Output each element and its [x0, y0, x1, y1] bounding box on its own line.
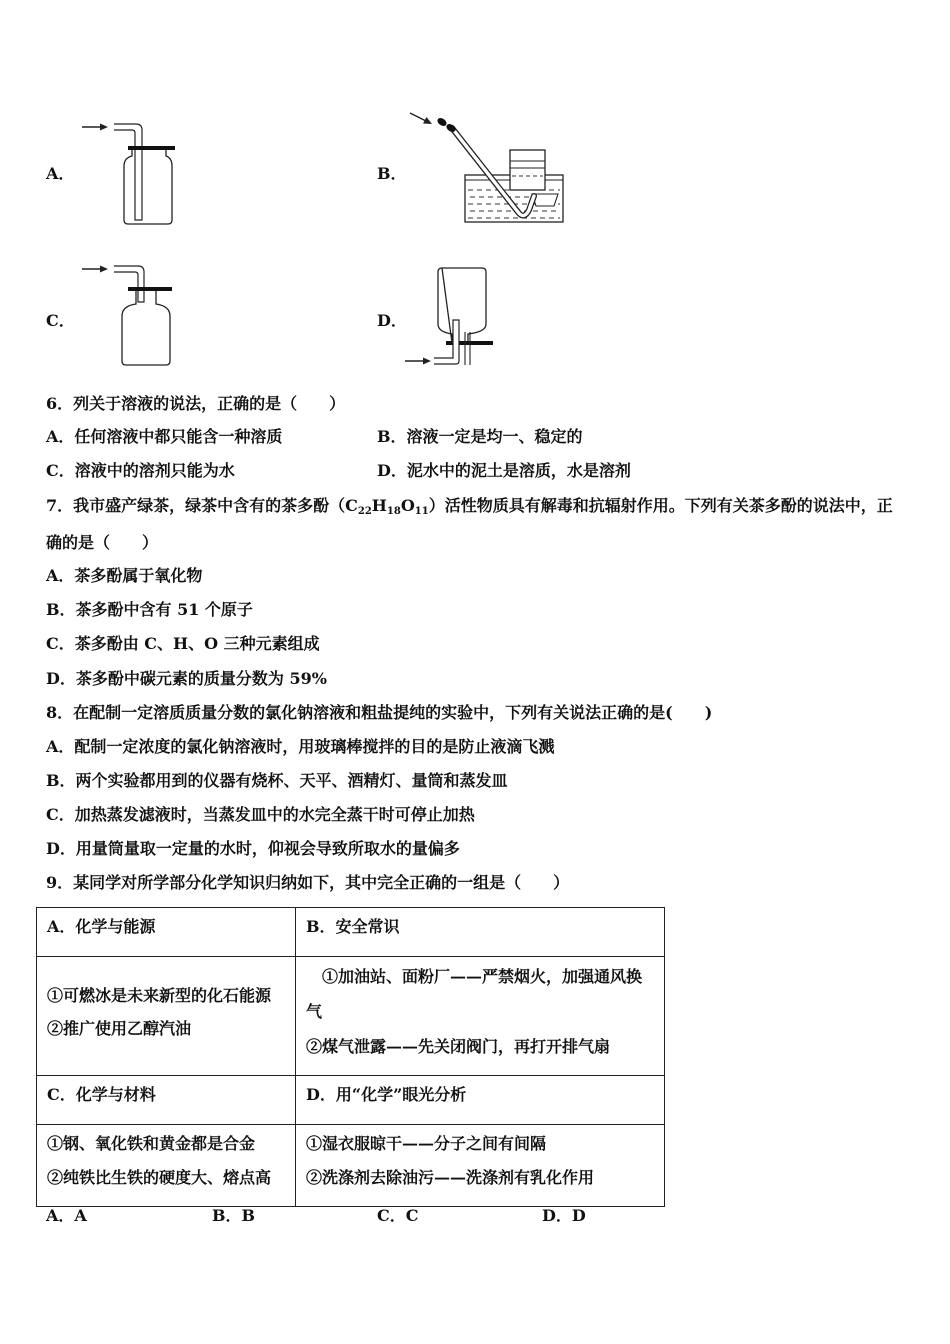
q9-option-a: A．A [46, 1206, 87, 1225]
cell-d-title [296, 1076, 665, 1125]
q9-knowledge-table [36, 907, 665, 1207]
cell-d-title-text: D．用“化学”眼光分析 [306, 1085, 467, 1104]
cell-b-title-text: B．安全常识 [306, 917, 400, 936]
q6-option-c: C．溶液中的溶剂只能为水 [46, 461, 235, 480]
rubber-stopper [128, 146, 175, 150]
q9-option-b: B．B [212, 1206, 256, 1225]
cell-a-lines [47, 957, 295, 1045]
cell-a-title [37, 908, 296, 957]
cell-d-line-2: ②洗涤剂去除油污——洗涤剂有乳化作用 [306, 1168, 595, 1187]
apparatus-label-a: A． [46, 164, 75, 183]
collecting-bottle [510, 150, 545, 190]
cell-a-title-text: A．化学与能源 [47, 917, 156, 936]
formula-o-sub: 11 [414, 506, 429, 517]
cell-b-title [296, 908, 665, 957]
table-row [37, 1076, 665, 1125]
rubber-connector [436, 116, 457, 133]
cell-b-content [296, 957, 665, 1076]
cell-b-line-1: ①加油站、面粉厂——严禁烟火，加强通风换 [322, 967, 643, 986]
q7-stem-post: ）活性物质具有解毒和抗辐射作用。下列有关茶多酚的说法中，正 [428, 496, 893, 515]
water-trough-collection-icon [402, 106, 568, 228]
inlet-arrow [410, 113, 432, 124]
q6-option-d: D．泥水中的泥土是溶质，水是溶剂 [377, 461, 631, 480]
formula-o: O [400, 496, 415, 515]
formula-h-sub: 18 [386, 506, 401, 517]
glass-tube [114, 266, 144, 302]
q8-option-d: D．用量筒量取一定量的水时，仰视会导致所取水的量偏多 [46, 839, 460, 858]
cell-b-lines [306, 957, 664, 1064]
q7-stem-line1 [46, 495, 893, 517]
bottle-body [124, 150, 172, 224]
cell-d-line-1: ①湿衣服晾干——分子之间有间隔 [306, 1134, 547, 1153]
q8-option-b: B．两个实验都用到的仪器有烧杯、天平、酒精灯、量筒和蒸发皿 [46, 771, 508, 790]
formula-c: C [345, 496, 358, 515]
table-row [37, 908, 665, 957]
q7-option-b: B．茶多酚中含有 51 个原子 [46, 600, 253, 619]
formula-c-sub: 22 [357, 506, 372, 517]
q7-option-c: C．茶多酚由 C、H、O 三种元素组成 [46, 634, 320, 653]
cell-c-line-2: ②纯铁比生铁的硬度大、熔点高 [47, 1168, 272, 1187]
cell-a-line-1: ①可燃冰是未来新型的化石能源 [47, 986, 272, 1005]
cell-c-title [37, 1076, 296, 1125]
cell-b-line-3: ②煤气泄露——先关闭阀门，再打开排气扇 [306, 1037, 611, 1056]
cell-c-content [37, 1125, 296, 1207]
table-row [37, 957, 665, 1076]
q9-option-c: C．C [377, 1206, 419, 1225]
cell-d-content [296, 1125, 665, 1207]
q7-option-a: A．茶多酚属于氧化物 [46, 566, 203, 585]
inverted-bottle-bottom-inlet-icon [402, 262, 502, 370]
rubber-stopper [128, 287, 172, 291]
q6-option-a: A．任何溶液中都只能含一种溶质 [46, 427, 283, 446]
q7-option-d: D．茶多酚中碳元素的质量分数为 59% [46, 669, 327, 688]
q9-option-d: D．D [542, 1206, 586, 1225]
inlet-arrow [405, 358, 431, 365]
bottle-body [438, 268, 486, 343]
glass-tube [114, 124, 142, 220]
apparatus-label-d: D． [377, 311, 407, 330]
cell-a-content [37, 957, 296, 1076]
gas-bottle-long-inlet-icon [78, 116, 178, 228]
bottle-body [122, 291, 170, 365]
q8-option-c: C．加热蒸发滤液时，当蒸发皿中的水完全蒸干时可停止加热 [46, 805, 475, 824]
gas-bottle-short-inlet-icon [78, 258, 178, 370]
inlet-arrow [82, 266, 108, 273]
q8-option-a: A．配制一定浓度的氯化钠溶液时，用玻璃棒搅拌的目的是防止液滴飞溅 [46, 737, 555, 756]
q6-option-b: B．溶液一定是均一、稳定的 [377, 427, 583, 446]
q7-stem-line2: 确的是（ ） [46, 533, 159, 552]
apparatus-label-c: C． [46, 311, 75, 330]
q8-stem: 8．在配制一定溶质质量分数的氯化钠溶液和粗盐提纯的实验中，下列有关说法正确的是( ) [46, 703, 713, 722]
q7-stem-pre: 7．我市盛产绿茶，绿茶中含有的茶多酚（ [46, 496, 346, 515]
cell-d-lines [306, 1125, 664, 1195]
inlet-arrow [82, 124, 108, 131]
q6-stem: 6．列关于溶液的说法，正确的是（ ） [46, 394, 346, 413]
formula-h: H [371, 496, 387, 515]
cell-c-lines [47, 1125, 295, 1195]
cell-b-line-2: 气 [306, 1002, 323, 1021]
cell-a-line-2: ②推广使用乙醇汽油 [47, 1019, 192, 1038]
q9-stem: 9．某同学对所学部分化学知识归纳如下，其中完全正确的一组是（ ） [46, 873, 570, 892]
apparatus-label-b: B． [377, 164, 407, 183]
cell-c-title-text: C．化学与材料 [47, 1085, 156, 1104]
table-row [37, 1125, 665, 1207]
cell-c-line-1: ①钢、氧化铁和黄金都是合金 [47, 1134, 256, 1153]
